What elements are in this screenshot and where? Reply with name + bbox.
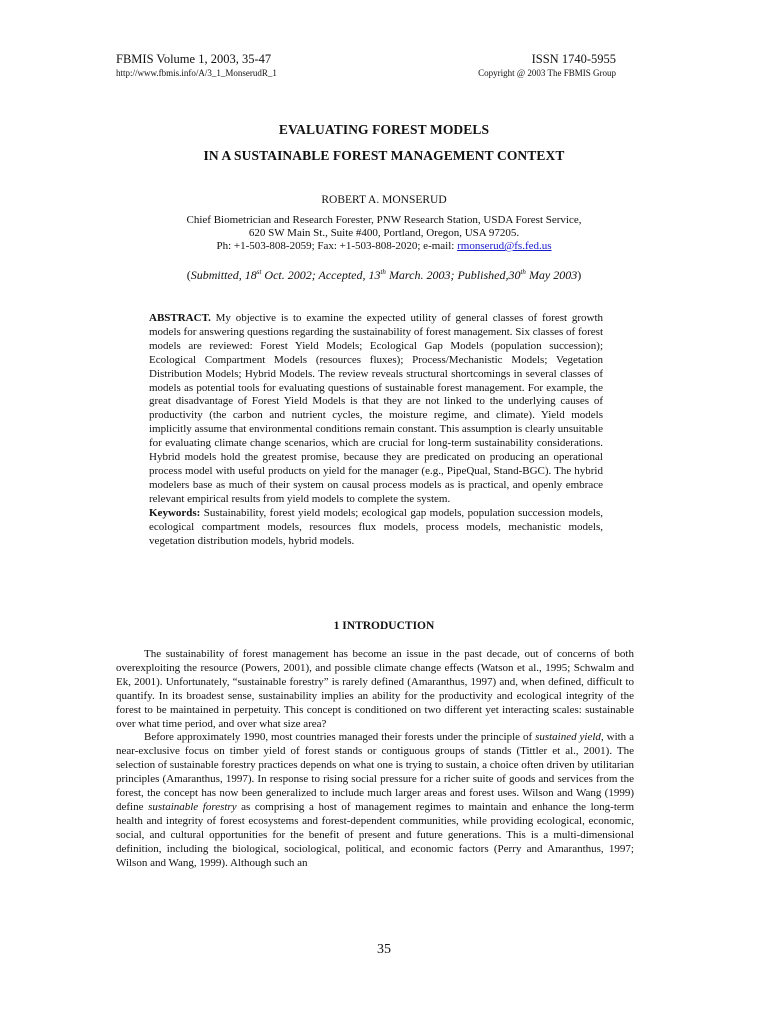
abstract-paragraph [149,312,603,507]
author-name: ROBERT A. MONSERUD [321,194,447,206]
journal-citation: FBMIS Volume 1, 2003, 35-47 [116,52,272,66]
abstract [149,312,603,548]
issn: ISSN 1740-5955 [531,52,616,66]
dates-close: ) [577,268,582,282]
section-heading: 1 INTRODUCTION [333,620,435,632]
p2-emphasis-2: sustainable forestry [148,800,237,813]
affiliation-line-2: 620 SW Main St., Suite #400, Portland, Oregon, USA 97205. [248,227,520,239]
paragraph-2 [116,731,634,870]
page-number: 35 [377,942,391,957]
published-date-end: May 2003 [525,268,578,282]
p2-text-a: Before approximately 1990, most countries managed their forests under the principle of [144,731,536,744]
abstract-text: My objective is to examine the expected utility of general classes of forest growth models for answering questions regarding the sustainability of forest management. Six classes of forest models are reviewed: Forest Yield Models; Ecological Gap Models (population succession); Ecological Compartment Models (resources fluxes); Process/Mechanistic Models; Vegetation Distribution Models; Hybrid Models. The review reveals structural shortcomings in several classes of models as potential tools for evaluating questions of sustainable forest management. For example, the great disadvantage of Forest Yield Models is that they are not linked to the underlying causes of productivity (the carbon and nutrient cycles, the moisture regime, and climate). Yield models implicitly assume that environmental conditions remain constant. This assumption is clearly unsuitable for evaluating climate change scenarios, which are crucial for long-term sustainability considerations. Hybrid models hold the greatest promise, because they are predicated on producing an operational process model with useful products on yield for the manager (e.g., PipeQual, Stand-BGC). The hybrid modelers base as much of their system on causal process models as is practical, and openly embrace relevant empirical results from yield models to complete the system. [149,312,603,505]
contact-line [0,240,768,253]
journal-header [116,52,616,67]
journal-subheader [116,68,616,78]
keywords [149,507,603,549]
abstract-label: ABSTRACT. [149,312,211,324]
published-date: March. 2003; Published,30 [385,268,521,282]
p2-text-c: as comprising a host of management regimes to maintain and enhance the long-term health and integrity of forest ecosystems and forest-dependent communities, while providing ecological, economic, social, and cultural opportunities for the benefit of present and future generations. This is a multi-dimensional definition, including the biological, sociological, political, and economic factors (Perry and Amaranthus, 1997; Wilson and Wang, 1999). Although such an [116,800,634,869]
keywords-text: Sustainability, forest yield models; ecological gap models, population succession models, ecological compartment models, resources flux models, process models, mechanistic models, vegetation distribution models, hybrid models. [149,506,603,547]
affiliation-line-1: Chief Biometrician and Research Forester, PNW Research Station, USDA Forest Service, [186,214,582,226]
submitted-date: Submitted, 18 [190,268,257,282]
accepted-sup: th [380,268,386,276]
body-text [116,648,634,871]
keywords-label: Keywords: [149,506,201,519]
p2-text-b: , with a near-exclusive focus on timber yield of forest stands or contiguous groups of stands (Tittler et al., 2001). The selection of sustainable forestry practices depends on what one is trying to sustain, a choice often driven by utilitarian principles (Amaranthus, 1997). In response to rising social pressure for a richer suite of goods and services from the forest, the concept has now been generalized to include much larger areas and forest uses. Wilson and Wang (1999) define [116,731,634,813]
email-link[interactable]: rmonserud@fs.fed.us [457,240,552,252]
paragraph-1: The sustainability of forest management has become an issue in the past decade, out of concerns of both overexploiting the resource (Powers, 2001), and possible climate change effects (Watson et al., 1995; Schwalm and Ek, 2001). Unfortunately, “sustainable forestry” is rarely defined (Amaranthus, 1997) and, when defined, difficult to quantify. In its broadest sense, sustainability implies an ability for the productivity and ecological integrity of the forest to be maintained in perpetuity. This concept is conditioned on two different yet interacting scales: sustainable over what time period, and over what size area? [116,648,634,730]
title-line-1: EVALUATING FOREST MODELS [278,122,490,137]
submitted-sup: st [256,268,262,276]
contact-text: Ph: +1-503-808-2059; Fax: +1-503-808-2020; e-mail: [216,240,458,252]
accepted-date: Oct. 2002; Accepted, 13 [261,268,381,282]
copyright: Copyright @ 2003 The FBMIS Group [478,68,616,78]
article-url: http://www.fbmis.info/A/3_1_MonserudR_1 [116,68,277,78]
published-sup: th [520,268,526,276]
title-line-2: IN A SUSTAINABLE FOREST MANAGEMENT CONTEXT [203,148,565,163]
publication-dates [0,268,768,283]
dates-open: ( [186,268,191,282]
p2-emphasis-1: sustained yield [535,731,601,744]
author-affiliation [0,214,768,253]
